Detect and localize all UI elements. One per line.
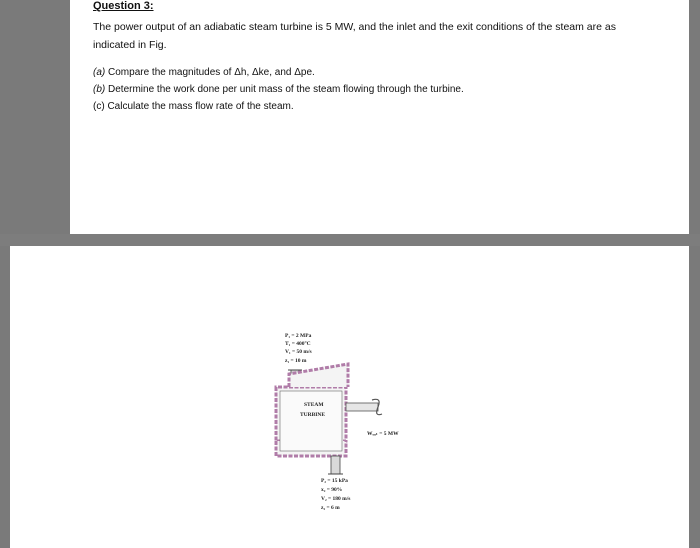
power-output: Wₒᵤₜ = 5 MW [367,431,399,437]
turbine-casing [276,364,348,456]
question-body: The power output of an adiabatic steam turbine is 5 MW, and the inlet and the exit conditions of the steam are as indicated in Fig. [93,21,616,51]
inlet-velocity: V₁ = 50 m/s [285,349,312,355]
question-part-b: (b) Determine the work done per unit mass of the steam flowing through the turbine. [93,84,464,95]
outlet-velocity: V₂ = 180 m/s [321,496,351,502]
turbine-shaft [346,399,382,414]
question-parts [93,64,653,115]
question-part-c: (c) Calculate the mass flow rate of the steam. [93,101,294,112]
outlet-elevation: z₂ = 6 m [321,505,340,511]
figure-panel [10,246,689,548]
question-part-a: (a) Compare the magnitudes of Δh, Δke, and Δpe. [93,67,315,78]
outlet-quality: x₂ = 90% [321,487,343,493]
question-panel [70,0,689,234]
outlet-pressure: P₂ = 15 kPa [321,478,348,484]
inlet-pressure: P₁ = 2 MPa [285,333,312,339]
turbine-label-steam: STEAM [304,402,324,408]
page-separator [0,234,700,246]
outlet-pipe [328,456,343,474]
turbine-label-turbine: TURBINE [300,412,326,418]
inlet-elevation: z₁ = 10 m [285,358,307,364]
inlet-temperature: T₁ = 400°C [285,341,311,347]
question-heading: Question 3: [93,0,154,12]
turbine-figure [10,246,689,548]
